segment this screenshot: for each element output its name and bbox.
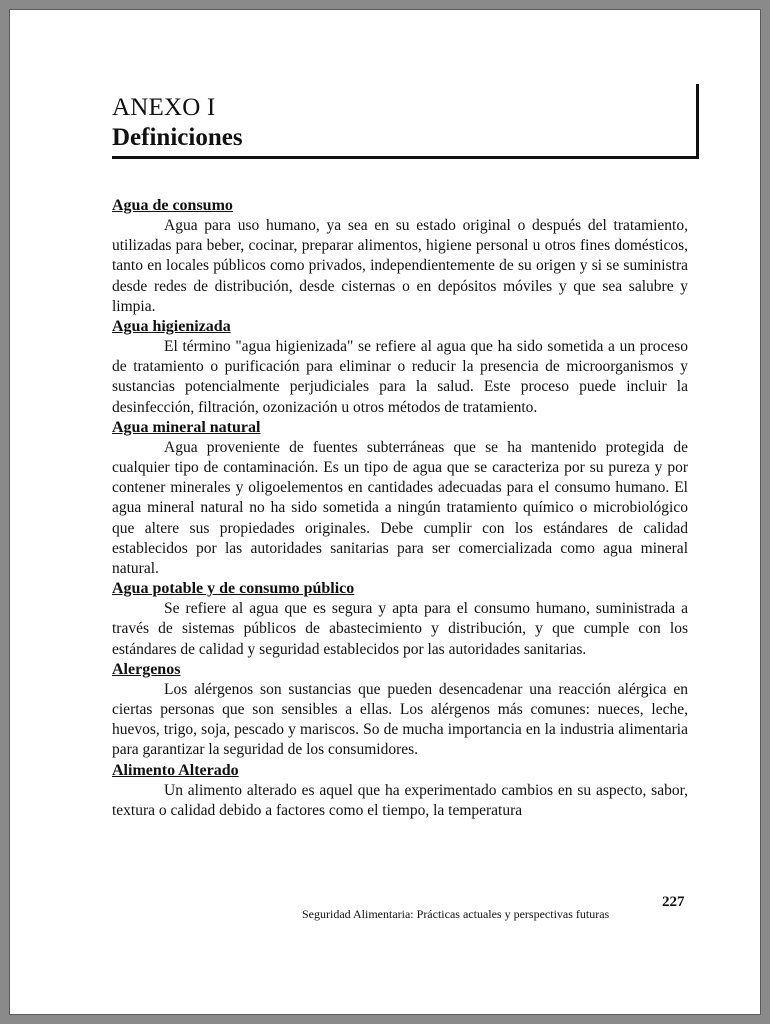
definition-text: Se refiere al agua que es segura y apta para el consumo humano, suministrada a través de sistemas públicos de abastecimiento y distribución, y que cumple con los estándares de calidad y seguridad establecidos por las autoridades sanitarias. (112, 600, 688, 658)
definition-term: Agua potable y de consumo público (112, 580, 355, 598)
definition-term: Alergenos (112, 660, 181, 678)
page-number: 227 (662, 894, 685, 910)
section-title: Definiciones (112, 124, 243, 151)
annex-label: ANEXO I (112, 94, 216, 121)
definition-text: Un alimento alterado es aquel que ha experimentado cambios en su aspecto, sabor, textura o calidad debido a factores como el tiempo, la temperatura (112, 781, 688, 819)
definition-entry (112, 418, 688, 579)
definition-text: El término "agua higienizada" se refiere al agua que ha sido sometida a un proceso de tratamiento o purificación para eliminar o reducir la presencia de microorganismos y sustancias potencialmente perjudiciales para la salud. Este proceso puede incluir la desinfección, filtración, ozonización u otros métodos de tratamiento. (112, 338, 688, 416)
annex-heading (112, 84, 699, 159)
document-page (10, 10, 760, 1014)
definition-entry (112, 761, 688, 821)
definition-text: Agua proveniente de fuentes subterráneas que se ha mantenido protegida de cualquier tipo de contaminación. Es un tipo de agua que se caracteriza por su pureza y por contener minerales y oligoelementos en cantidades adecuadas para el consumo humano. El agua mineral natural no ha sido sometida a ningún tratamiento químico o microbiológico que altere sus propiedades originales. Debe cumplir con los estándares de calidad establecidos por las autoridades sanitarias para ser comercializada como agua mineral natural. (112, 438, 688, 578)
definition-term: Alimento Alterado (112, 761, 239, 779)
footer-book-title: Seguridad Alimentaria: Prácticas actuales y perspectivas futuras (302, 907, 610, 921)
definition-entry (112, 660, 688, 761)
definition-term: Agua higienizada (112, 318, 231, 336)
definition-text: Agua para uso humano, ya sea en su estado original o después del tratamiento, utilizadas para beber, cocinar, preparar alimentos, higiene personal u otros fines domésticos, tanto en locales públicos como privados, independientemente de su origen y si se suministra desde redes de distribución, desde cisternas o en depósitos móviles y que sea salubre y limpia. (112, 217, 688, 315)
definition-text: Los alérgenos son sustancias que pueden desencadenar una reacción alérgica en ciertas personas que son sensibles a ellas. Los alérgenos más comunes: nueces, leche, huevos, trigo, soja, pescado y mariscos. So de mucha importancia en la industria alimentaria para garantizar la seguridad de los consumidores. (112, 680, 688, 759)
definition-entry (112, 579, 688, 660)
definition-entry (112, 317, 688, 418)
definition-term: Agua de consumo (112, 197, 233, 214)
definition-term: Agua mineral natural (112, 418, 261, 436)
definition-entry (112, 196, 688, 317)
definitions-list (112, 196, 688, 821)
